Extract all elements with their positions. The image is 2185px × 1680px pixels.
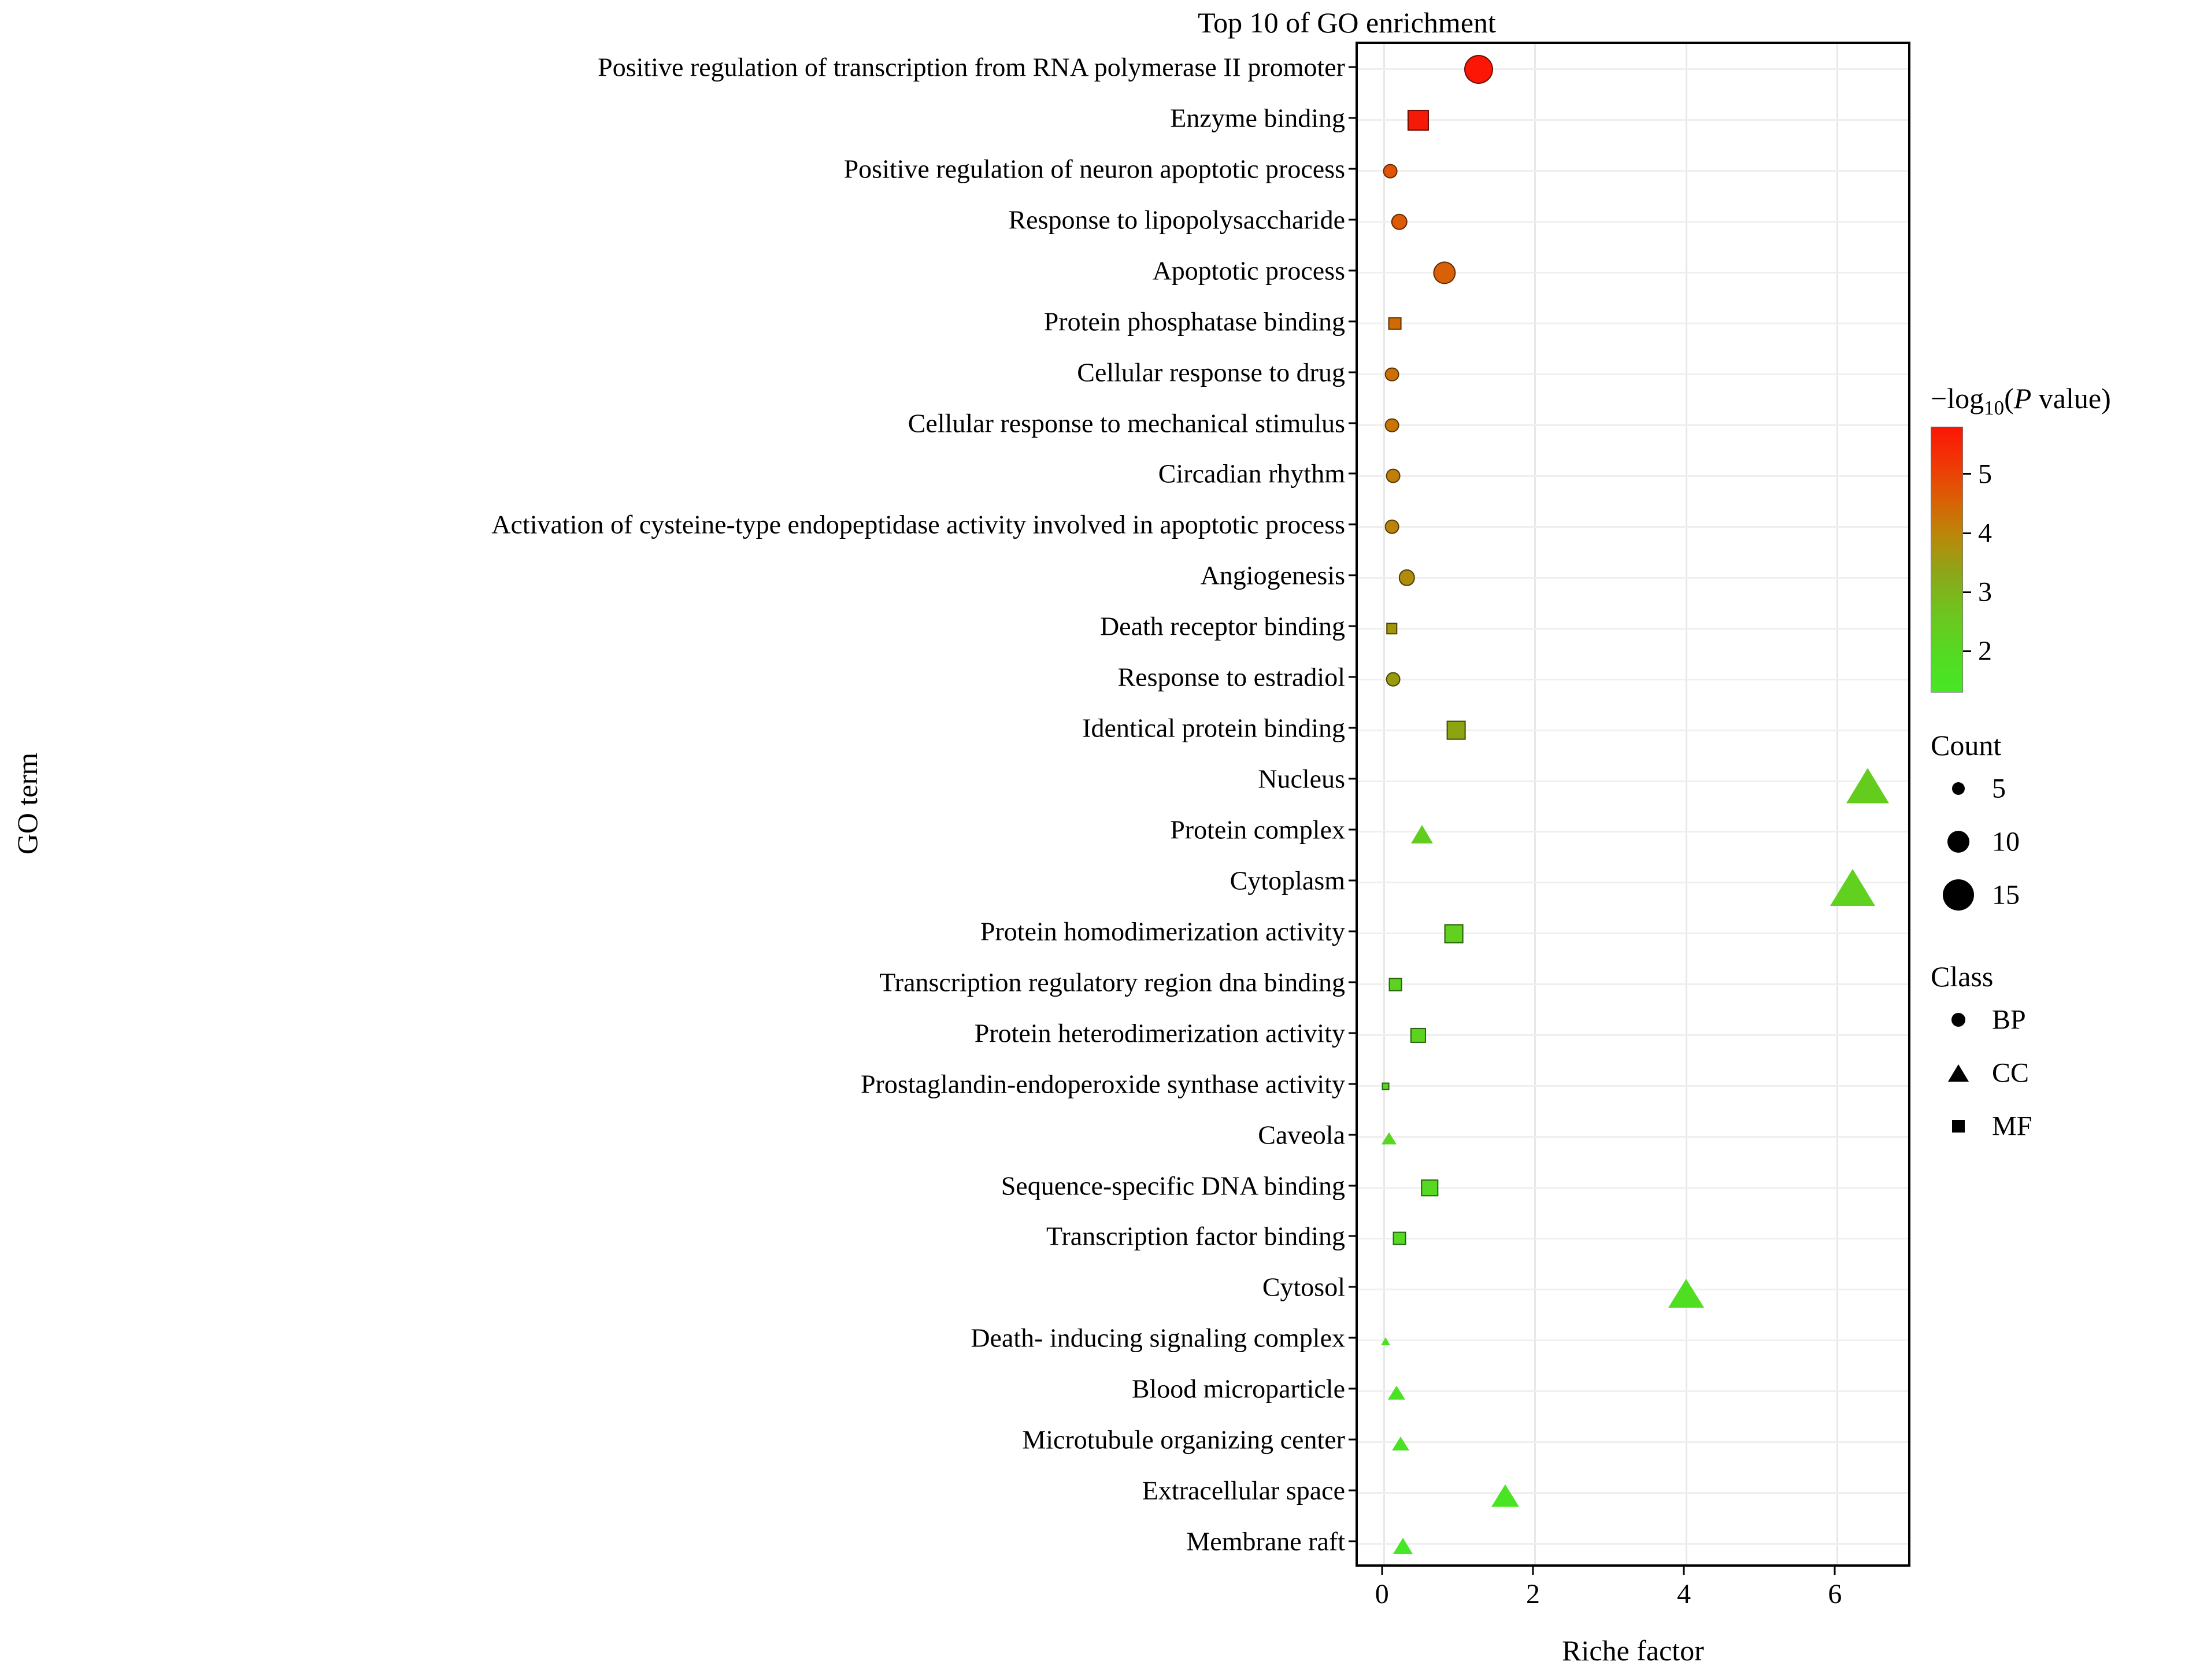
grid-line-horizontal: [1358, 780, 1908, 782]
y-axis-tick-label: Response to lipopolysaccharide: [1008, 205, 1345, 235]
grid-line-horizontal: [1358, 831, 1908, 832]
colorbar-tick: [1963, 532, 1971, 534]
y-axis-tick-label: Positive regulation of neuron apoptotic process: [843, 154, 1345, 184]
size-legend-item-label: 10: [1992, 826, 2020, 857]
colorbar-gradient: [1931, 427, 1963, 693]
data-point: [1393, 1538, 1413, 1554]
size-legend-item: [1931, 762, 2162, 815]
y-axis-tick-label: Apoptotic process: [1152, 256, 1345, 286]
data-point: [1846, 768, 1889, 803]
y-axis-tick-label: Cytoplasm: [1229, 865, 1345, 895]
colorbar-tick-label: 2: [1978, 635, 1992, 667]
grid-line-horizontal: [1358, 1543, 1908, 1545]
color-legend: [1931, 427, 2104, 704]
y-axis-tick-label: Response to estradiol: [1117, 662, 1345, 692]
grid-line-horizontal: [1358, 68, 1908, 70]
y-axis-tick: [1349, 117, 1356, 119]
y-axis-tick-label: Microtubule organizing center: [1022, 1424, 1345, 1455]
data-point: [1386, 623, 1398, 634]
size-legend-item: [1931, 868, 2162, 922]
grid-line-horizontal: [1358, 323, 1908, 324]
data-point: [1381, 1337, 1390, 1345]
x-axis-title: Riche factor: [1562, 1634, 1704, 1667]
data-point: [1421, 1179, 1438, 1196]
grid-line-horizontal: [1358, 1339, 1908, 1341]
size-legend-key-icon: [1952, 782, 1965, 795]
x-axis-tick-label: 6: [1828, 1579, 1842, 1609]
grid-line-horizontal: [1358, 1187, 1908, 1189]
y-axis-tick: [1349, 422, 1356, 424]
legend-area: [1931, 382, 2179, 1249]
chart-title: Top 10 of GO enrichment: [1198, 6, 1496, 39]
y-axis-tick-label: Cytosol: [1262, 1272, 1345, 1302]
grid-line-horizontal: [1358, 932, 1908, 934]
shape-legend: [1931, 960, 2162, 1153]
y-axis-tick-label: Death receptor binding: [1099, 611, 1345, 641]
y-axis-tick-label: Nucleus: [1258, 764, 1345, 794]
y-axis-tick: [1349, 879, 1356, 881]
grid-line-horizontal: [1358, 1034, 1908, 1036]
y-axis-tick: [1349, 1439, 1356, 1441]
y-axis-tick-label: Membrane raft: [1186, 1526, 1345, 1556]
data-point: [1386, 672, 1401, 687]
grid-line-horizontal: [1358, 221, 1908, 223]
y-axis-tick-label: Transcription factor binding: [1046, 1221, 1345, 1251]
y-axis-tick: [1349, 269, 1356, 271]
grid-line-horizontal: [1358, 628, 1908, 630]
y-axis-tick-label: Protein complex: [1170, 815, 1345, 845]
grid-line-horizontal: [1358, 983, 1908, 985]
y-axis-tick-label: Extracellular space: [1142, 1475, 1345, 1505]
y-axis-tick: [1349, 930, 1356, 932]
y-axis-tick: [1349, 219, 1356, 220]
colorbar-tick-label: 3: [1978, 576, 1992, 608]
data-point: [1383, 164, 1398, 178]
data-point: [1382, 1082, 1390, 1090]
grid-line-horizontal: [1358, 373, 1908, 375]
y-axis-tick-label: Positive regulation of transcription from RNA polymerase II promoter: [598, 52, 1345, 82]
shape-legend-item: [1931, 1046, 2162, 1100]
data-point: [1392, 1437, 1409, 1450]
y-axis-tick: [1349, 626, 1356, 627]
grid-line-horizontal: [1358, 679, 1908, 680]
y-axis-tick-label: Death- inducing signaling complex: [971, 1323, 1345, 1353]
grid-line-horizontal: [1358, 1289, 1908, 1290]
data-point: [1391, 214, 1408, 230]
data-point: [1491, 1484, 1519, 1507]
grid-line-horizontal: [1358, 526, 1908, 528]
shape-legend-item: [1931, 993, 2162, 1046]
grid-line-horizontal: [1358, 1390, 1908, 1392]
data-point: [1668, 1279, 1704, 1308]
data-point: [1410, 1028, 1425, 1043]
colorbar-tick-label: 5: [1978, 458, 1992, 490]
y-axis-tick-label: Blood microparticle: [1131, 1374, 1345, 1404]
y-axis-tick: [1349, 575, 1356, 576]
y-axis-tick: [1349, 981, 1356, 983]
y-axis-tick-label: Protein heterodimerization activity: [974, 1018, 1345, 1048]
grid-line-horizontal: [1358, 882, 1908, 883]
grid-line-horizontal: [1358, 475, 1908, 477]
x-axis-tick: [1532, 1567, 1534, 1575]
data-point: [1445, 924, 1464, 943]
plot-panel: [1356, 42, 1910, 1567]
data-point: [1382, 1133, 1397, 1145]
data-point: [1389, 978, 1402, 991]
shape-legend-item-label: CC: [1992, 1057, 2030, 1089]
grid-line-horizontal: [1358, 1085, 1908, 1087]
data-point: [1464, 55, 1493, 84]
y-axis-tick-label: Transcription regulatory region dna binding: [879, 967, 1345, 997]
y-axis-tick: [1349, 828, 1356, 830]
size-legend-item: [1931, 815, 2162, 868]
y-axis-tick-label: Prostaglandin-endoperoxide synthase activity: [860, 1069, 1345, 1099]
data-point: [1830, 869, 1875, 906]
y-axis-tick-label: Cellular response to drug: [1077, 357, 1345, 387]
colorbar-tick: [1963, 650, 1971, 652]
size-legend-key-icon: [1947, 831, 1969, 853]
x-axis: [1356, 1567, 1910, 1642]
size-legend-title: Count: [1931, 729, 2002, 761]
x-axis-tick-label: 4: [1677, 1579, 1691, 1609]
grid-line-horizontal: [1358, 1492, 1908, 1494]
shape-legend-title: Class: [1931, 960, 1994, 993]
grid-line-horizontal: [1358, 424, 1908, 426]
colorbar-tick: [1963, 591, 1971, 593]
y-axis-tick: [1349, 320, 1356, 322]
size-legend-item-label: 15: [1992, 879, 2020, 911]
shape-legend-item: [1931, 1100, 2162, 1153]
y-axis-tick-label: Sequence-specific DNA binding: [1001, 1171, 1345, 1200]
data-point: [1434, 261, 1456, 284]
y-axis-tick: [1349, 1032, 1356, 1034]
y-axis-tick: [1349, 66, 1356, 68]
y-axis-tick-label: Cellular response to mechanical stimulus: [908, 408, 1345, 438]
y-axis-tick-label: Identical protein binding: [1082, 713, 1345, 743]
y-axis-tick: [1349, 1134, 1356, 1135]
size-legend-key-icon: [1943, 879, 1974, 911]
x-axis-tick-label: 2: [1525, 1579, 1540, 1609]
y-axis-tick: [1349, 1235, 1356, 1237]
y-axis-tick: [1349, 1286, 1356, 1288]
data-point: [1384, 520, 1399, 534]
y-axis-tick: [1349, 1337, 1356, 1339]
data-point: [1408, 110, 1428, 131]
data-point: [1388, 1386, 1405, 1400]
data-point: [1446, 721, 1465, 740]
y-axis-title: GO term: [11, 752, 43, 855]
grid-line-horizontal: [1358, 170, 1908, 172]
y-axis-tick: [1349, 371, 1356, 373]
grid-line-horizontal: [1358, 730, 1908, 731]
data-point: [1384, 418, 1399, 432]
y-axis-tick-label: Protein phosphatase binding: [1043, 306, 1345, 336]
y-axis-tick: [1349, 524, 1356, 526]
y-axis-tick-label: Activation of cysteine-type endopeptidase activity involved in apoptotic process: [491, 509, 1345, 539]
circle-icon: [1951, 1013, 1965, 1027]
grid-line-horizontal: [1358, 1238, 1908, 1239]
y-axis-tick: [1349, 473, 1356, 475]
triangle-icon: [1948, 1064, 1969, 1082]
data-point: [1393, 1232, 1406, 1245]
data-point: [1399, 569, 1415, 586]
square-icon: [1952, 1120, 1965, 1133]
y-axis-tick: [1349, 727, 1356, 729]
y-axis-tick: [1349, 676, 1356, 678]
x-axis-tick: [1834, 1567, 1836, 1575]
y-axis-tick: [1349, 168, 1356, 169]
data-point: [1388, 317, 1402, 330]
y-axis-tick-label: Protein homodimerization activity: [980, 916, 1345, 946]
y-axis-tick: [1349, 778, 1356, 780]
y-axis-tick: [1349, 1490, 1356, 1492]
x-axis-tick-label: 0: [1375, 1579, 1389, 1609]
x-axis-tick: [1381, 1567, 1383, 1575]
colorbar-tick: [1963, 473, 1971, 475]
y-axis-tick-label: Enzyme binding: [1170, 103, 1345, 133]
y-axis-ticks: [0, 42, 1358, 1567]
y-axis-tick: [1349, 1541, 1356, 1542]
y-axis-tick: [1349, 1185, 1356, 1186]
y-axis-tick: [1349, 1083, 1356, 1085]
y-axis-tick-label: Circadian rhythm: [1158, 458, 1345, 489]
y-axis-tick: [1349, 1388, 1356, 1390]
grid-line-horizontal: [1358, 119, 1908, 121]
size-legend-item-label: 5: [1992, 773, 2006, 804]
grid-line-horizontal: [1358, 1136, 1908, 1138]
shape-legend-item-label: BP: [1992, 1004, 2026, 1035]
size-legend: [1931, 728, 2162, 922]
data-point: [1384, 367, 1399, 382]
x-axis-tick: [1683, 1567, 1685, 1575]
color-legend-title: $-\log_{10}(P$ value): [1931, 382, 2111, 419]
y-axis-tick-label: Caveola: [1258, 1120, 1345, 1150]
y-axis-tick-label: Angiogenesis: [1200, 560, 1345, 590]
grid-line-horizontal: [1358, 577, 1908, 579]
shape-legend-item-label: MF: [1992, 1111, 2032, 1142]
data-point: [1411, 825, 1433, 843]
grid-line-horizontal: [1358, 1441, 1908, 1443]
colorbar-tick-label: 4: [1978, 517, 1992, 549]
data-point: [1386, 469, 1401, 483]
